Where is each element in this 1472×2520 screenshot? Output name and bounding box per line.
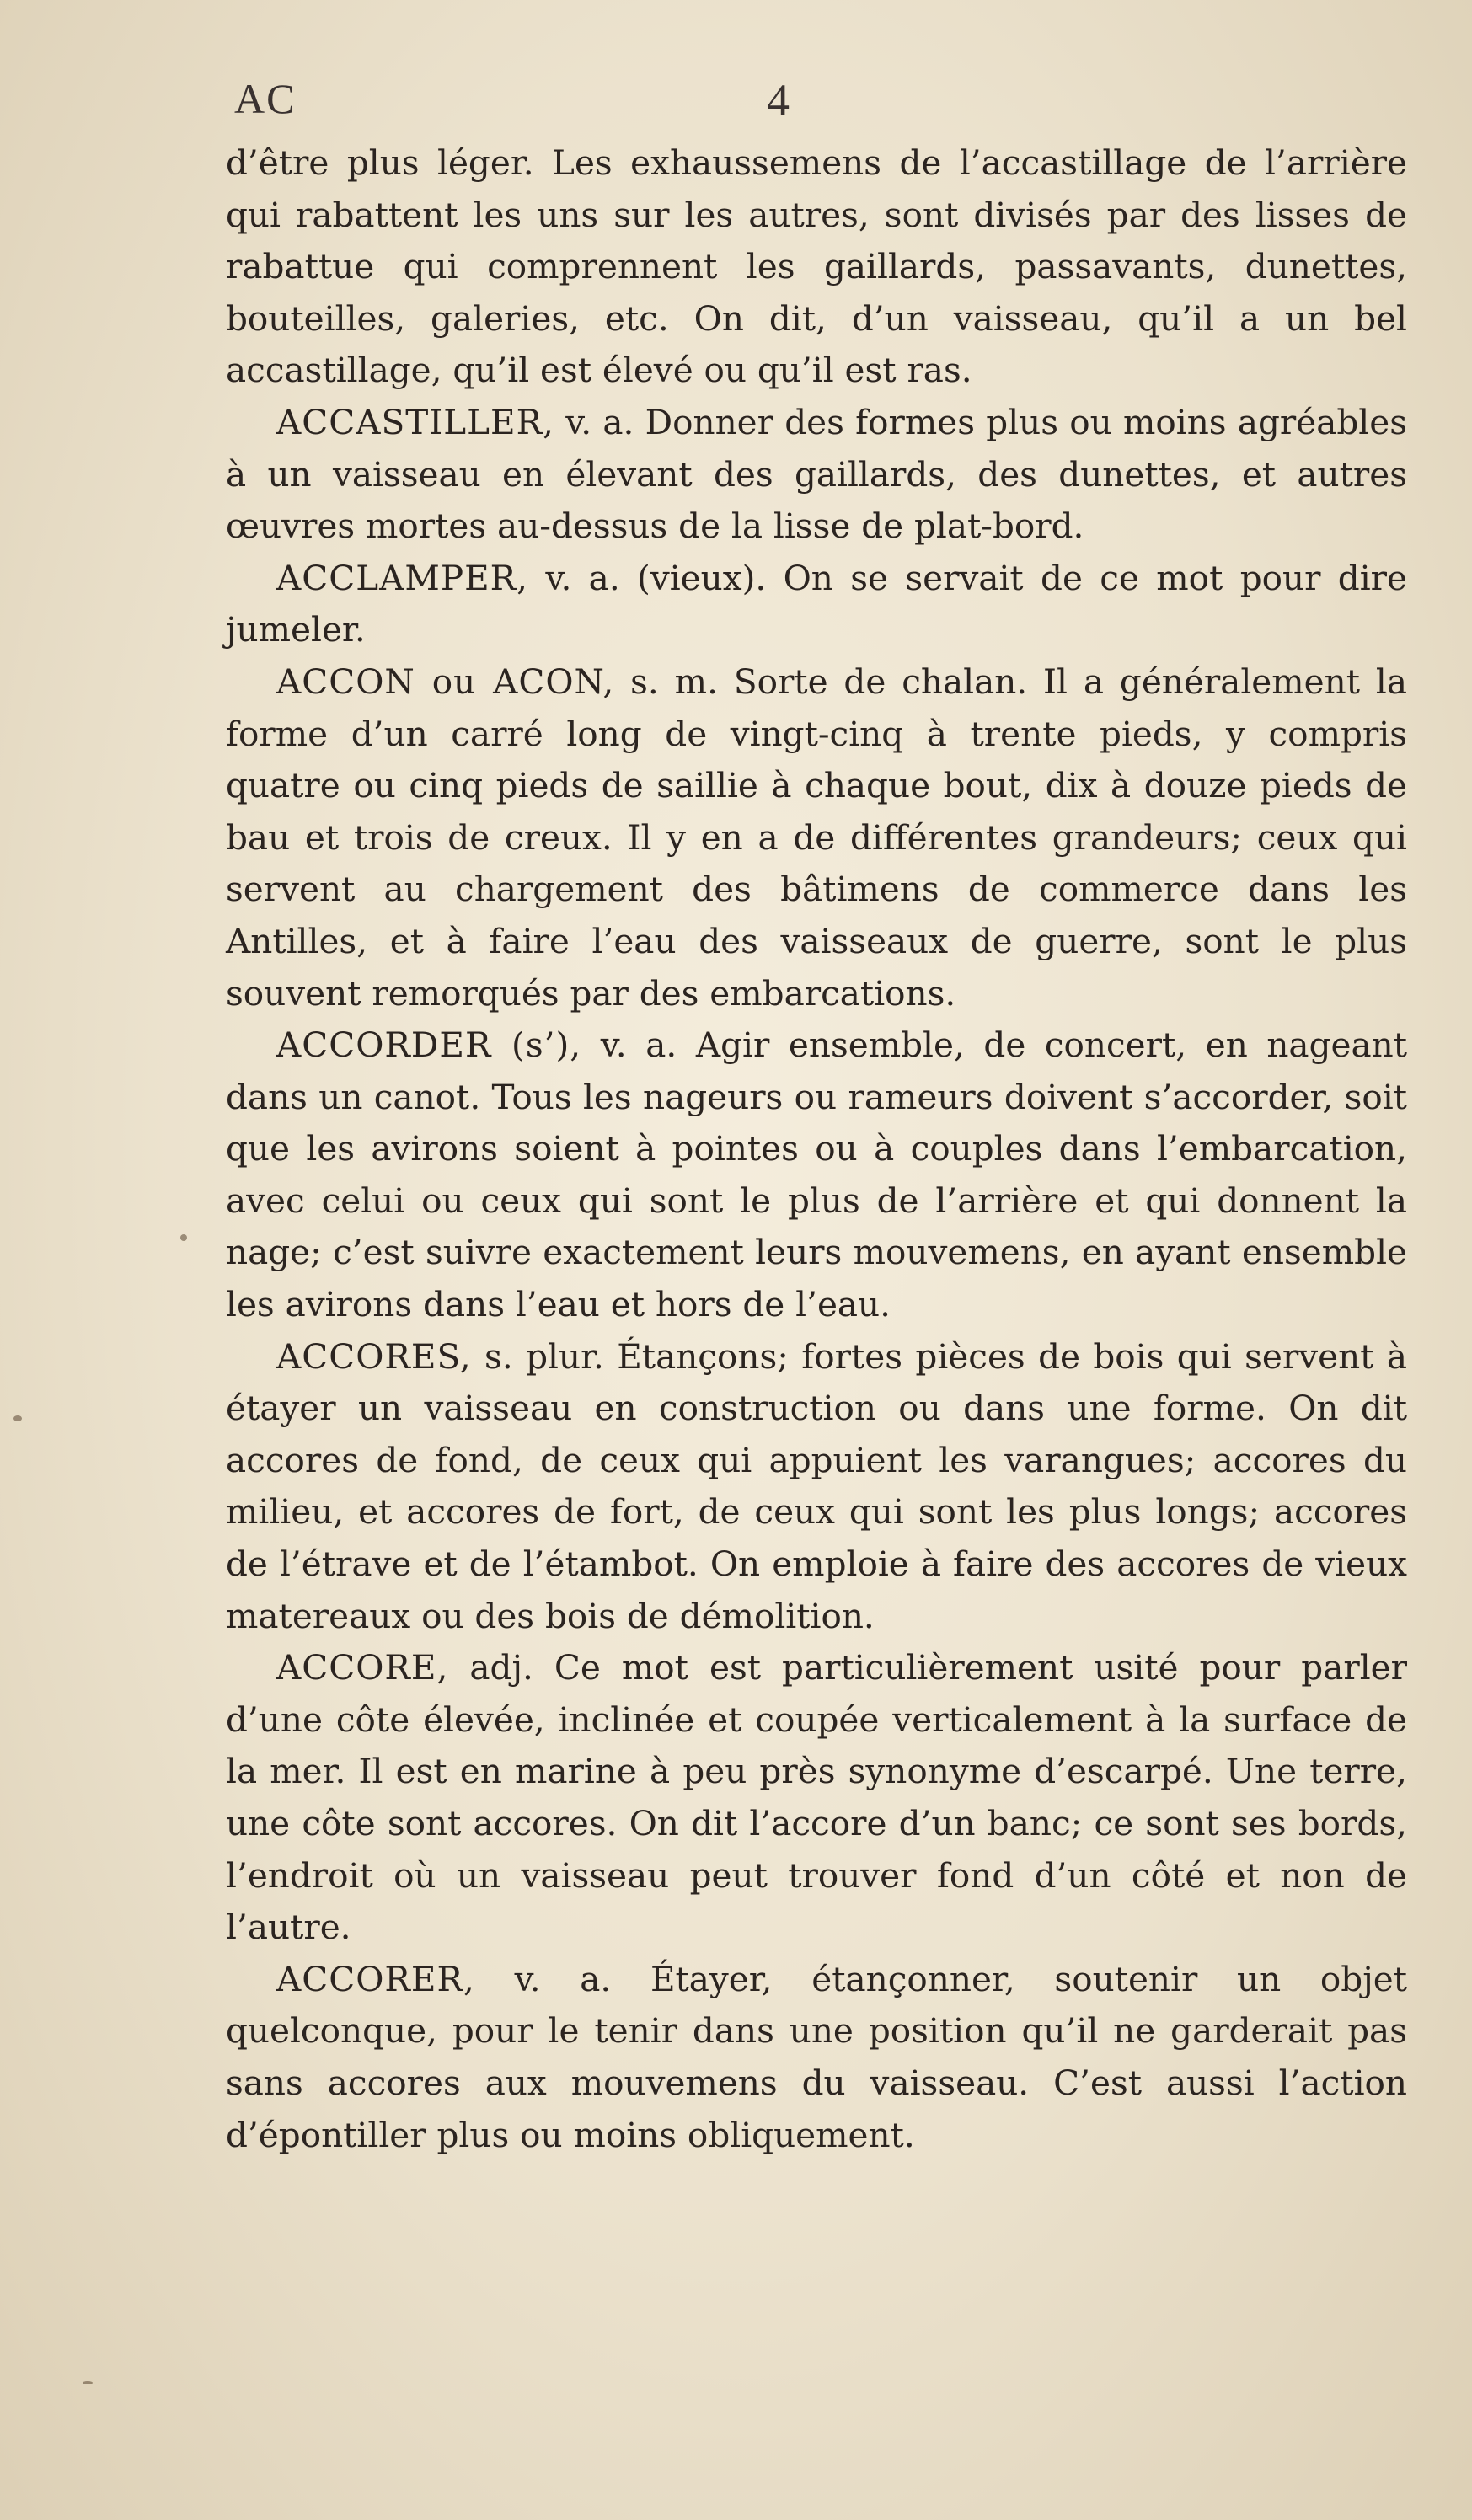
entry-accon <box>226 656 1407 1019</box>
page-header <box>227 74 1407 133</box>
entry-continuation <box>226 137 1407 397</box>
entry-acclamper <box>226 553 1407 656</box>
entry-headword: ACCLAMPER, <box>276 557 529 598</box>
entry-accorder <box>226 1019 1407 1331</box>
page-number: 4 <box>767 75 790 126</box>
entry-accores <box>226 1331 1407 1643</box>
paper-spot <box>180 1234 187 1241</box>
entry-headword: ACCORE, <box>276 1647 449 1688</box>
entry-headword: ACCASTILLER, <box>276 401 554 442</box>
entry-text: adj. Ce mot est particulièrement usité pour parler d’une côte élevée, inclinée et coupée verticalement à la surface de la mer. Il est en marine à peu près synonyme d’escarpé. Une terre, une côte sont accores. On dit l’accore d’un banc; ce sont ses bords, l’endroit où un vaisseau peut trouver fond d’un côté et non de l’autre. <box>226 1647 1407 1948</box>
entry-headword: ACCORDER (s’), <box>276 1025 582 1066</box>
entry-headword: ACCON ou ACON, <box>276 661 615 702</box>
entry-accastiller <box>226 397 1407 553</box>
entry-text: s. plur. Étançons; fortes pièces de bois qui servent à étayer un vaisseau en construction ou dans une forme. On dit accores de fond, de ceux qui appuient les varangues; accores du milieu, et accores de fort, de ceux qui sont les plus longs; accores de l’étrave et de l’étambot. On emploie à faire des accores de vieux matereaux ou des bois de démolition. <box>226 1335 1407 1636</box>
running-head: AC <box>234 75 297 122</box>
entry-text: v. a. Donner des formes plus ou moins agréables à un vaisseau en élevant des gaillards, des dunettes, et autres œuvres mortes au-dessus de la lisse de plat-bord. <box>226 401 1407 547</box>
dictionary-text-block <box>226 137 1407 2161</box>
entry-headword: ACCORER, <box>276 1958 475 1999</box>
paper-spot <box>83 2381 93 2384</box>
entry-text: v. a. (vieux). On se servait de ce mot pour dire jumeler. <box>226 557 1407 650</box>
entry-text: s. m. Sorte de chalan. Il a généralement la forme d’un carré long de vingt-cinq à trente pieds, y compris quatre ou cinq pieds de saillie à chaque bout, dix à douze pieds de bau et trois de creux. Il y en a de différentes grandeurs; ceux qui servent au chargement des bâtimens de commerce dans les Antilles, et à faire l’eau des vaisseaux de guerre, sont le plus souvent remorqués par des embarcations. <box>226 661 1407 1014</box>
entry-accore <box>226 1642 1407 1954</box>
entry-accorer <box>226 1954 1407 2161</box>
entry-text: v. a. Étayer, étançonner, soutenir un objet quelconque, pour le tenir dans une position qu’il ne garderait pas sans accores aux mouvemens du vaisseau. C’est aussi l’action d’épontiller plus ou moins obliquement. <box>226 1958 1407 2155</box>
entry-text: d’être plus léger. Les exhaussemens de l’accastillage de l’arrière qui rabattent les uns sur les autres, sont divisés par des lisses de rabattue qui comprennent les gaillards, passavants, dunettes, bouteilles, galeries, etc. On dit, d’un vaisseau, qu’il a un bel accastillage, qu’il est élevé ou qu’il est ras. <box>226 142 1407 391</box>
entry-headword: ACCORES, <box>276 1335 472 1377</box>
entry-text: v. a. Agir ensemble, de concert, en nageant dans un canot. Tous les nageurs ou rameurs doivent s’accorder, soit que les avirons soient à pointes ou à couples dans l’embarcation, avec celui ou ceux qui sont le plus de l’arrière et qui donnent la nage; c’est suivre exactement leurs mouvemens, en ayant ensemble les avirons dans l’eau et hors de l’eau. <box>226 1025 1407 1325</box>
paper-spot <box>13 1415 22 1421</box>
